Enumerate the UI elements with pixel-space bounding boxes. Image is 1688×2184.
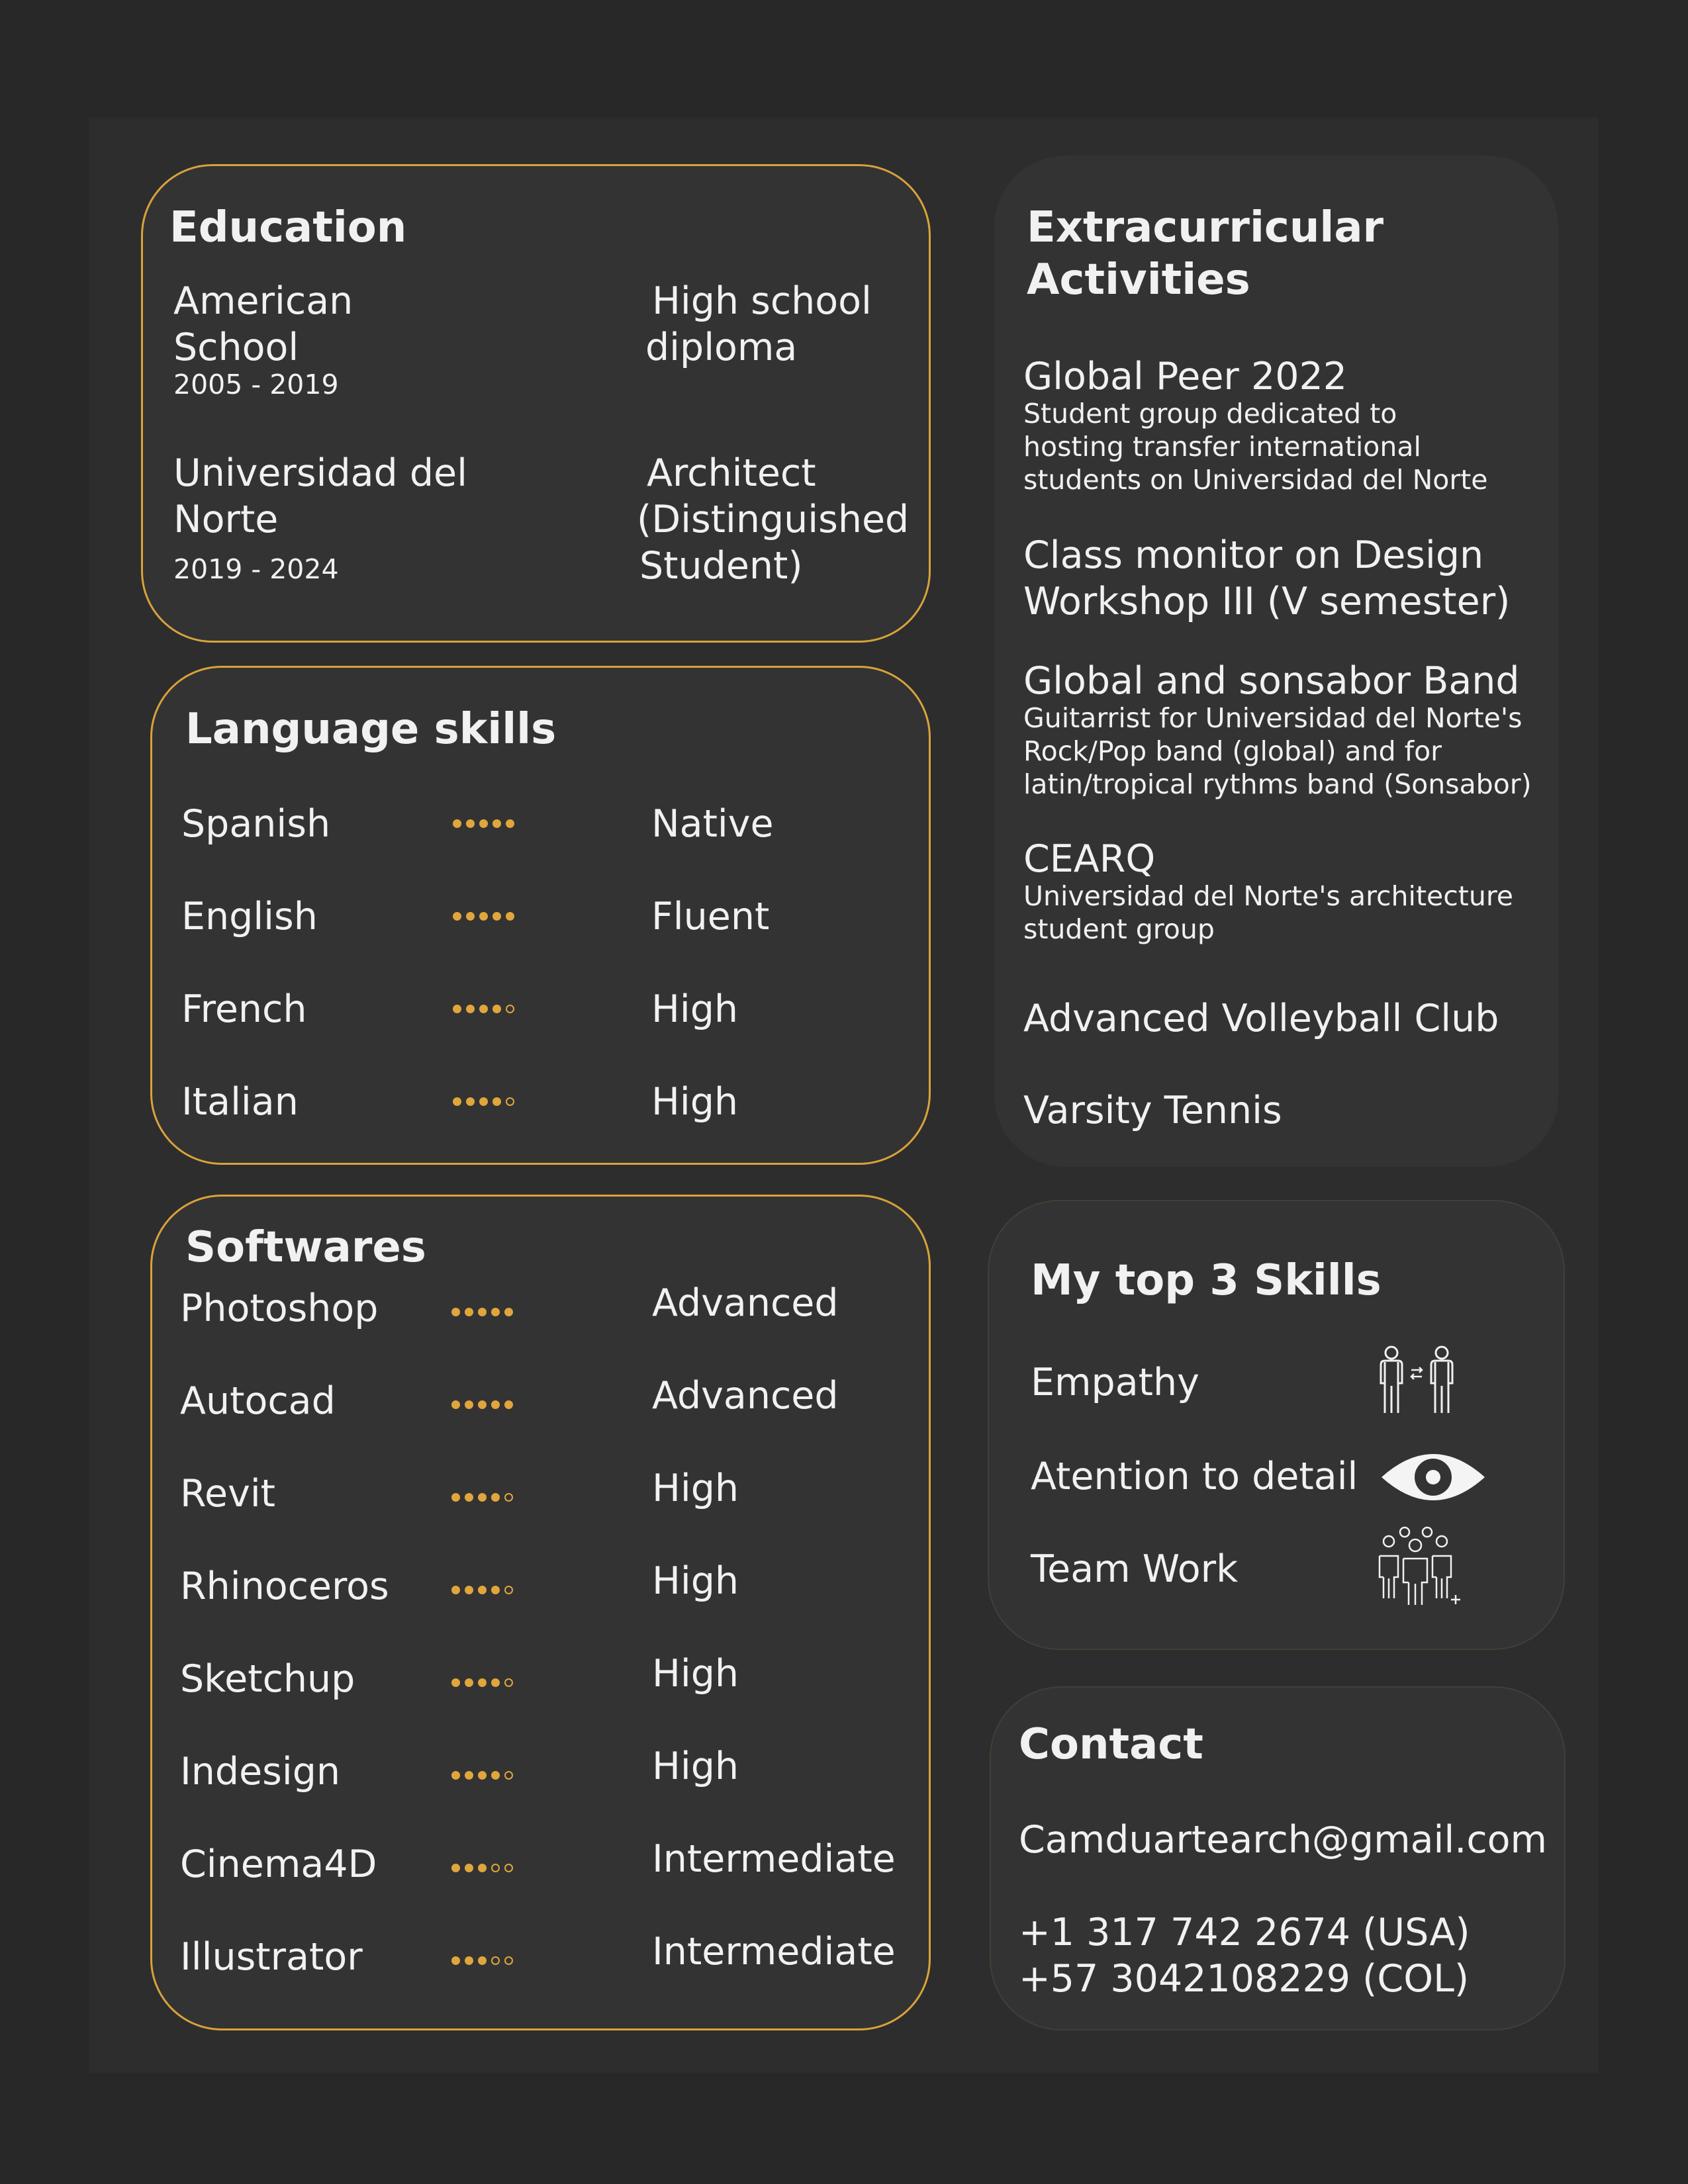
activity-title: Workshop III (V semester) — [1023, 580, 1511, 623]
activity-description: hosting transfer international — [1023, 431, 1421, 463]
education-degree-2-line-3: Student) — [639, 544, 803, 588]
extracurricular-title-line-1: Extracurricular — [1027, 203, 1384, 252]
rating-dots — [451, 1678, 513, 1687]
softwares-title: Softwares — [185, 1223, 426, 1272]
language-level: Native — [651, 802, 774, 846]
rating-dot-empty — [504, 1586, 513, 1594]
rating-dot-filled — [478, 1864, 487, 1872]
rating-dot-filled — [466, 1005, 475, 1013]
education-school-2-line-1: Universidad del — [173, 451, 467, 495]
team-icon — [1377, 1525, 1463, 1608]
language-name: French — [181, 987, 307, 1031]
software-level: High — [652, 1559, 739, 1603]
software-level: Intermediate — [652, 1837, 896, 1881]
rating-dot-empty — [504, 1956, 513, 1965]
rating-dot-filled — [492, 912, 501, 921]
activity-title: Global and sonsabor Band — [1023, 659, 1520, 703]
rating-dot-filled — [492, 1097, 501, 1106]
rating-dot-filled — [491, 1678, 500, 1687]
software-level: Advanced — [652, 1374, 839, 1418]
rating-dot-filled — [492, 819, 501, 828]
rating-dot-filled — [453, 1097, 461, 1106]
rating-dots — [453, 912, 514, 921]
software-name: Photoshop — [180, 1287, 379, 1330]
activity-title: CEARQ — [1023, 837, 1156, 881]
rating-dot-filled — [465, 1400, 473, 1409]
education-years-1: 2005 - 2019 — [173, 369, 339, 400]
rating-dots — [451, 1586, 513, 1594]
rating-dot-filled — [465, 1586, 473, 1594]
education-school-2-line-2: Norte — [173, 498, 279, 541]
rating-dot-filled — [506, 912, 514, 921]
rating-dot-filled — [478, 1308, 487, 1316]
software-name: Sketchup — [180, 1657, 355, 1701]
rating-dot-filled — [478, 1956, 487, 1965]
rating-dot-filled — [478, 1400, 487, 1409]
activity-description: Rock/Pop band (global) and for — [1023, 735, 1442, 767]
rating-dot-empty — [491, 1956, 500, 1965]
rating-dot-filled — [451, 1308, 460, 1316]
rating-dot-filled — [491, 1493, 500, 1502]
rating-dot-filled — [478, 1771, 487, 1780]
rating-dot-filled — [465, 1864, 473, 1872]
activity-description: Universidad del Norte's architecture — [1023, 880, 1514, 912]
rating-dot-filled — [453, 819, 461, 828]
contact-email[interactable]: Camduartearch@gmail.com — [1019, 1818, 1548, 1862]
activity-title: Global Peer 2022 — [1023, 355, 1348, 398]
rating-dots — [451, 1771, 513, 1780]
software-name: Rhinoceros — [180, 1565, 389, 1608]
education-degree-1-line-1: High school — [652, 279, 872, 323]
rating-dot-filled — [465, 1678, 473, 1687]
rating-dot-empty — [506, 1097, 514, 1106]
rating-dots — [451, 1956, 513, 1965]
rating-dot-filled — [479, 1005, 488, 1013]
rating-dots — [453, 819, 514, 828]
rating-dots — [453, 1097, 514, 1106]
activity-title: Advanced Volleyball Club — [1023, 997, 1499, 1040]
eye-icon — [1380, 1449, 1486, 1505]
rating-dot-filled — [478, 1678, 487, 1687]
rating-dot-filled — [465, 1493, 473, 1502]
rating-dot-empty — [504, 1678, 513, 1687]
rating-dot-filled — [451, 1864, 460, 1872]
rating-dot-filled — [504, 1400, 513, 1409]
empathy-icon — [1372, 1343, 1462, 1416]
education-title: Education — [169, 203, 407, 252]
rating-dot-filled — [465, 1308, 473, 1316]
rating-dots — [451, 1308, 513, 1316]
rating-dot-filled — [451, 1586, 460, 1594]
rating-dot-filled — [465, 1771, 473, 1780]
rating-dot-filled — [478, 1586, 487, 1594]
activity-description: students on Universidad del Norte — [1023, 464, 1488, 496]
software-level: Advanced — [652, 1281, 839, 1325]
rating-dot-filled — [451, 1771, 460, 1780]
rating-dot-filled — [491, 1586, 500, 1594]
software-level: Intermediate — [652, 1930, 896, 1974]
software-name: Illustrator — [180, 1935, 363, 1979]
top-skills-title: My top 3 Skills — [1031, 1256, 1382, 1305]
rating-dot-filled — [466, 1097, 475, 1106]
rating-dots — [451, 1493, 513, 1502]
activity-description: latin/tropical rythms band (Sonsabor) — [1023, 768, 1532, 800]
activity-description: Guitarrist for Universidad del Norte's — [1023, 702, 1523, 734]
rating-dots — [453, 1005, 514, 1013]
software-name: Autocad — [180, 1379, 336, 1423]
software-name: Indesign — [180, 1750, 341, 1794]
extracurricular-title-line-2: Activities — [1027, 255, 1250, 304]
rating-dot-filled — [478, 1493, 487, 1502]
education-degree-1-line-2: diploma — [645, 326, 798, 369]
software-level: High — [652, 1467, 739, 1510]
rating-dot-empty — [504, 1493, 513, 1502]
language-level: Fluent — [651, 895, 770, 938]
language-name: English — [181, 895, 318, 938]
rating-dot-filled — [466, 912, 475, 921]
rating-dot-filled — [479, 1097, 488, 1106]
language-level: High — [651, 987, 739, 1031]
skill-label-empathy: Empathy — [1031, 1361, 1199, 1404]
language-name: Spanish — [181, 802, 331, 846]
rating-dot-filled — [479, 912, 488, 921]
rating-dots — [451, 1864, 513, 1872]
education-school-1-line-1: American — [173, 279, 353, 323]
rating-dot-filled — [479, 819, 488, 828]
rating-dot-filled — [492, 1005, 501, 1013]
activity-title: Class monitor on Design — [1023, 533, 1484, 577]
education-years-2: 2019 - 2024 — [173, 553, 339, 585]
activity-title: Varsity Tennis — [1023, 1089, 1282, 1132]
education-degree-2-line-1: Architect — [647, 451, 816, 495]
rating-dot-empty — [491, 1864, 500, 1872]
software-name: Cinema4D — [180, 1843, 377, 1886]
rating-dot-filled — [504, 1308, 513, 1316]
rating-dots — [451, 1400, 513, 1409]
language-name: Italian — [181, 1080, 299, 1124]
rating-dot-empty — [504, 1864, 513, 1872]
rating-dot-filled — [506, 819, 514, 828]
education-degree-2-line-2: (Distinguished — [637, 498, 910, 541]
rating-dot-filled — [453, 1005, 461, 1013]
contact-phone-col[interactable]: +57 3042108229 (COL) — [1019, 1957, 1470, 2001]
rating-dot-filled — [491, 1400, 500, 1409]
activity-description: Student group dedicated to — [1023, 398, 1397, 430]
rating-dot-filled — [453, 912, 461, 921]
education-school-1-line-2: School — [173, 326, 299, 369]
software-level: High — [652, 1745, 739, 1788]
rating-dot-filled — [451, 1493, 460, 1502]
activity-description: student group — [1023, 913, 1215, 945]
rating-dot-filled — [451, 1956, 460, 1965]
rating-dot-filled — [451, 1400, 460, 1409]
rating-dot-filled — [451, 1678, 460, 1687]
language-skills-title: Language skills — [185, 705, 557, 754]
language-level: High — [651, 1080, 739, 1124]
rating-dot-filled — [466, 819, 475, 828]
software-level: High — [652, 1652, 739, 1696]
software-name: Revit — [180, 1472, 276, 1516]
rating-dot-empty — [506, 1005, 514, 1013]
rating-dot-empty — [504, 1771, 513, 1780]
skill-label-teamwork: Team Work — [1031, 1547, 1239, 1591]
contact-phone-usa[interactable]: +1 317 742 2674 (USA) — [1019, 1911, 1470, 1954]
skill-label-attention: Atention to detail — [1031, 1455, 1358, 1498]
contact-title: Contact — [1019, 1720, 1203, 1769]
rating-dot-filled — [491, 1771, 500, 1780]
rating-dot-filled — [465, 1956, 473, 1965]
rating-dot-filled — [491, 1308, 500, 1316]
